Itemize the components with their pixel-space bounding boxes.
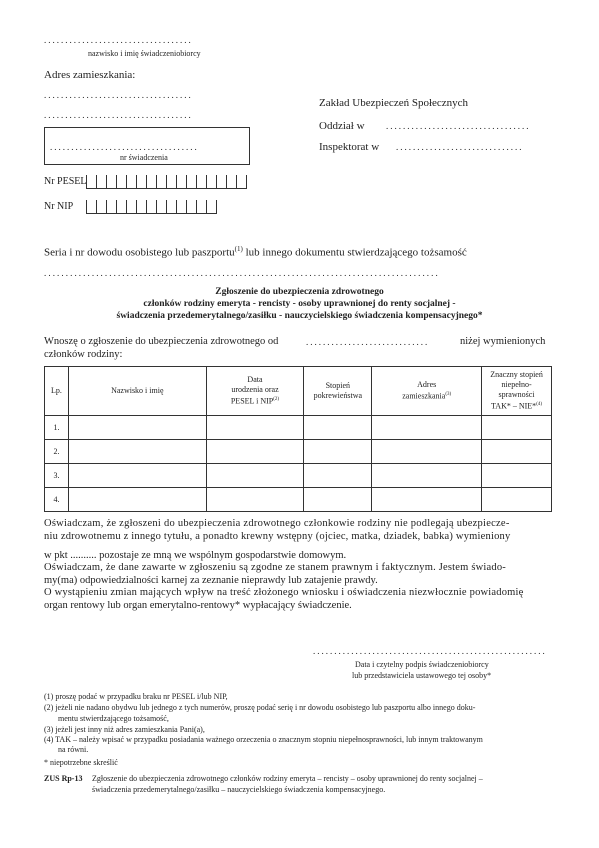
row-number: 3.	[45, 464, 69, 488]
col-birth	[206, 367, 304, 416]
table-header-row	[45, 367, 552, 416]
col-disability-line-2: niepełno-	[501, 380, 532, 390]
inspectorate-label: Inspektorat w	[319, 141, 380, 153]
col-disability	[482, 367, 552, 416]
cell-disability[interactable]	[482, 416, 552, 440]
pesel-digit-boxes[interactable]	[86, 175, 247, 189]
col-address-line-1: Adres	[417, 380, 437, 390]
cell-birth[interactable]	[206, 488, 304, 512]
id-document-footnote-ref: (1)	[234, 245, 243, 253]
col-birth-sup: (2)	[273, 397, 280, 403]
branch-label: Oddział w	[319, 120, 365, 132]
id-document-text-a: Seria i nr dowodu osobistego lub paszportu	[44, 246, 235, 259]
row-number: 2.	[45, 440, 69, 464]
nip-digit-boxes[interactable]	[86, 200, 217, 214]
form-code-description-1: Zgłoszenie do ubezpieczenia zdrowotnego członków rodziny emeryta – rencisty – osoby uprawnionej do renty socjalnej –	[92, 774, 483, 783]
cell-address[interactable]	[372, 440, 482, 464]
table-row	[45, 464, 552, 488]
address-label: Adres zamieszkania:	[44, 69, 136, 81]
cell-birth[interactable]	[206, 464, 304, 488]
cell-name[interactable]	[68, 416, 206, 440]
col-address-sup: (3)	[445, 392, 452, 398]
declaration-p3-line-1: Oświadczam, że dane zawarte w zgłoszeniu są zgodne ze stanem prawnym i faktycznym. Jestem świado-	[44, 562, 506, 573]
cell-address[interactable]	[372, 416, 482, 440]
request-text-b: niżej wymienionych	[460, 336, 546, 347]
col-relation-line-1: Stopień	[325, 381, 351, 390]
col-birth-line-3: PESEL i NIP	[230, 396, 274, 406]
footnote-star: * niepotrzebne skreślić	[44, 758, 118, 767]
pesel-label: Nr PESEL	[44, 176, 87, 187]
id-document-label	[44, 245, 467, 259]
form-title-line-3: świadczenia przedemerytalnego/zasiłku - nauczycielskiego świadczenia kompensacyjnego*	[116, 311, 483, 321]
request-date-dots[interactable]: .............................	[306, 337, 430, 347]
col-relation	[304, 367, 372, 416]
row-number: 4.	[45, 488, 69, 512]
declaration-p2: w pkt .......... pozostaje ze mną we wspólnym gospodarstwie domowym.	[44, 550, 347, 561]
footnote-4-line-2: na równi.	[58, 745, 89, 754]
form-title-line-1: Zgłoszenie do ubezpieczenia zdrowotnego	[215, 287, 384, 297]
cell-birth[interactable]	[206, 440, 304, 464]
address-line-1[interactable]: ...................................	[44, 90, 193, 100]
col-disability-sup: (4)	[536, 402, 543, 408]
footnote-3: (3) jeżeli jest inny niż adres zamieszkania Pani(a),	[44, 725, 205, 734]
footnote-4-line-1: (4) TAK – należy wpisać w przypadku posiadania ważnego orzeczenia o znacznym stopniu niepełnosprawności, lub innym traktowanym	[44, 735, 483, 744]
cell-address[interactable]	[372, 488, 482, 512]
col-birth-line-1: Data	[247, 375, 263, 385]
declaration-p1-line-2: niu zdrowotnemu z innego tytułu, a ponadto krewny wstępny (ojciec, matka, dziadek, babka) wymieniony	[44, 531, 511, 542]
footnote-2-line-2: mentu stwierdzającego tożsamość,	[58, 714, 169, 723]
footnote-1: (1) proszę podać w przypadku braku nr PESEL i/lub NIP,	[44, 692, 228, 701]
address-line-2[interactable]: ...................................	[44, 110, 193, 120]
col-disability-line-3: sprawności	[498, 390, 535, 400]
request-text-line-2: członków rodziny:	[44, 349, 123, 360]
col-name: Nazwisko i imię	[68, 367, 206, 416]
row-number: 1.	[45, 416, 69, 440]
signature-caption-2: lub przedstawiciela ustawowego tej osoby*	[352, 671, 492, 680]
benefit-number-dots[interactable]: ...................................	[50, 142, 199, 152]
family-members-table	[44, 366, 552, 512]
branch-dots[interactable]: ..................................	[386, 121, 531, 131]
institution-name: Zakład Ubezpieczeń Społecznych	[319, 97, 469, 109]
signature-dots[interactable]: .......................................................	[313, 646, 547, 656]
col-address	[372, 367, 482, 416]
cell-relation[interactable]	[304, 440, 372, 464]
form-code: ZUS Rp-13	[44, 774, 83, 783]
id-document-dots[interactable]: ...........................................................................................	[44, 268, 440, 278]
form-code-description-2: świadczenia przedemerytalnego/zasiłku – nauczycielskiego świadczenia kompensacyjnego.	[92, 785, 386, 794]
inspectorate-dots[interactable]: ..............................	[396, 142, 524, 152]
cell-name[interactable]	[68, 440, 206, 464]
request-text-a: Wnoszę o zgłoszenie do ubezpieczenia zdrowotnego od	[44, 336, 279, 347]
col-birth-line-2: urodzenia oraz	[231, 385, 279, 395]
form-title-line-2: członków rodziny emeryta - rencisty - osoby uprawnionej do renty socjalnej -	[143, 299, 456, 309]
cell-relation[interactable]	[304, 416, 372, 440]
signature-caption-1: Data i czytelny podpis świadczeniobiorcy	[355, 660, 489, 669]
cell-name[interactable]	[68, 464, 206, 488]
footnote-2-line-1: (2) jeżeli nie nadano obydwu lub jednego z tych numerów, proszę podać serię i nr dowodu osobistego lub paszportu albo innego doku-	[44, 703, 476, 712]
name-caption: nazwisko i imię świadczeniobiorcy	[88, 49, 201, 58]
declaration-p4-line-1: O wystąpieniu zmian mających wpływ na treść złożonego wniosku i oświadczenia niezwłocznie powiadomię	[44, 587, 524, 598]
declaration-p4-line-2: organ rentowy lub organ emerytalno-rentowy* wypłacający świadczenie.	[44, 600, 352, 611]
cell-relation[interactable]	[304, 464, 372, 488]
table-row	[45, 440, 552, 464]
col-relation-line-2: pokrewieństwa	[313, 391, 363, 400]
cell-disability[interactable]	[482, 464, 552, 488]
declaration-p1-line-1: Oświadczam, że zgłoszeni do ubezpieczenia zdrowotnego członkowie rodziny nie podlegają ubezpiecze-	[44, 518, 510, 529]
cell-address[interactable]	[372, 464, 482, 488]
col-lp: Lp.	[45, 367, 69, 416]
nip-label: Nr NIP	[44, 201, 74, 212]
table-row	[45, 416, 552, 440]
id-document-text-b: lub innego dokumentu stwierdzającego tożsamość	[242, 246, 467, 259]
table-row	[45, 488, 552, 512]
col-disability-line-4: TAK* – NIE*	[491, 401, 537, 411]
cell-relation[interactable]	[304, 488, 372, 512]
name-dots[interactable]: ...................................	[44, 35, 193, 45]
cell-birth[interactable]	[206, 416, 304, 440]
benefit-number-caption: nr świadczenia	[120, 153, 168, 162]
cell-name[interactable]	[68, 488, 206, 512]
declaration-p3-line-2: my(ma) odpowiedzialności karnej za zeznanie nieprawdy lub zatajenie prawdy.	[44, 575, 378, 586]
col-address-line-2: zamieszkania	[402, 391, 446, 401]
col-disability-line-1: Znaczny stopień	[490, 370, 543, 380]
cell-disability[interactable]	[482, 488, 552, 512]
cell-disability[interactable]	[482, 440, 552, 464]
